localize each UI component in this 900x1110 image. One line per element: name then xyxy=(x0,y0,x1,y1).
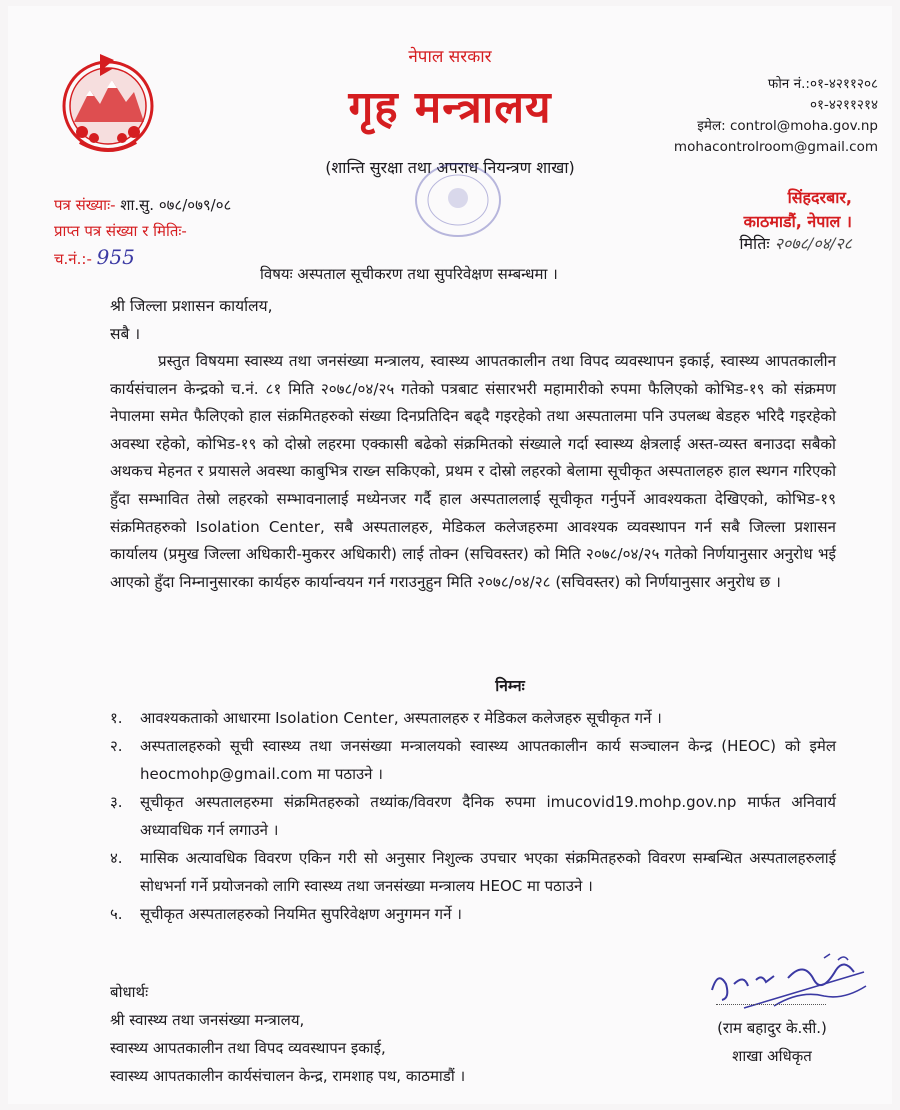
email-2: mohacontrolroom@gmail.com xyxy=(673,139,878,155)
cc-line-3: स्वास्थ्य आपतकालीन कार्यसंचालन केन्द्र, रामशाह पथ, काठमाडौं । xyxy=(110,1067,466,1085)
signature-line xyxy=(716,1004,826,1005)
addressee xyxy=(110,292,273,348)
contact-block xyxy=(674,74,878,158)
date-value: २०७८/०४/२८ xyxy=(774,234,852,253)
address-line-2: काठमाडौं, नेपाल । xyxy=(743,212,852,231)
phone-label: फोन नं.: xyxy=(767,76,810,92)
office-address xyxy=(744,186,852,234)
action-points-list xyxy=(110,704,836,928)
reference-block xyxy=(54,192,231,272)
letter-date xyxy=(739,232,852,254)
cc-line-1: श्री स्वास्थ्य तथा जनसंख्या मन्त्रालय, xyxy=(110,1011,305,1029)
ministry-title: गृह मन्त्रालय xyxy=(348,82,552,133)
signatory-title: शाखा अधिकृत xyxy=(732,1047,812,1065)
address-line-1: सिंहदरबार, xyxy=(787,188,852,207)
list-item xyxy=(110,844,836,900)
body-paragraph: प्रस्तुत विषयमा स्वास्थ्य तथा जनसंख्या मन्त्रालय, स्वास्थ्य आपतकालीन तथा विपद व्यवस्थापन इकाई, स्वास्थ्य आपतकालीन कार्यसंचालन केन्द्रको च.नं. ८१ मिति २०७८/०४/२५ गतेको पत्रबाट संसारभरी महामारीको रुपमा फैलिएको कोभिड-१९ को संक्रमण नेपालमा समेत फैलिएको हाल संक्रमितहरुको संख्या दिनप्रतिदिन बढ्दै गइरहेको तथा अस्पतालमा पनि उपलब्ध बेडहरु भरिदै गइरहेको अवस्था रहेको, कोभिड-१९ को दोस्रो लहरमा एक्कासी बढेको संक्रमितको संख्याले गर्दा स्वास्थ्य क्षेत्रलाई अस्त-व्यस्त बनाउदा सबैको अथकच मेहनत र प्रयासले अवस्था काबुभित्र राख्न सकिएको, प्रथम र दोस्रो लहरको बेलामा सूचीकृत अस्पतालहरु हाल स्थगन गरिएको हुँदा सम्भावित तेस्रो लहरको सम्भावनालाई मध्येनजर गर्दै हाल अस्पताललाई सूचीकृत गर्नुपर्ने आवश्यकता देखिएको, कोभिड-१९ संक्रमितहरुको Isolation Center, सबै अस्पतालहरु, मेडिकल कलेजहरुमा आवश्यक व्यवस्थापन गर्न सबै जिल्ला प्रशासन कार्यालय (प्रमुख जिल्ला अधिकारी-मुकरर अधिकारी) लाई तोक्न (सचिवस्तर) को मिति २०७८/०४/२५ गतेको निर्णयानुसार अनुरोध भई आएको हुँदा निम्नानुसारका कार्यहरु कार्यान्वयन गर्न गराउनुहुन मिति २०७८/०४/२८ (सचिवस्तर) को निर्णयानुसार अनुरोध छ । xyxy=(110,352,836,591)
email-label: इमेल: xyxy=(697,118,726,134)
list-item xyxy=(110,704,836,732)
cc-line-2: स्वास्थ्य आपतकालीन तथा विपद व्यवस्थापन इकाई, xyxy=(110,1039,386,1057)
signature-icon xyxy=(704,950,874,1020)
addressee-line-1: श्री जिल्ला प्रशासन कार्यालय, xyxy=(110,297,273,315)
email-1: control@moha.gov.np xyxy=(729,118,878,134)
signatory-name: (राम बहादुर के.सी.) xyxy=(717,1019,827,1037)
cc-heading: बोधार्थः xyxy=(110,983,149,1001)
list-item-number: ३. xyxy=(110,793,123,811)
letter-no-label: पत्र संख्याः- xyxy=(54,196,116,214)
list-heading: निम्नः xyxy=(495,677,525,695)
list-item-number: २. xyxy=(110,737,123,755)
dispatch-no-value: 955 xyxy=(96,245,135,269)
addressee-line-2: सबै । xyxy=(110,325,141,343)
list-item-text: अस्पतालहरुको सूची स्वास्थ्य तथा जनसंख्या मन्त्रालयको स्वास्थ्य आपतकालीन कार्य सञ्चालन केन्द्र (HEOC) को इमेल heocmohp@gmail.com मा पठाउने । xyxy=(140,737,836,783)
date-label: मितिः xyxy=(739,234,770,253)
list-item-number: ४. xyxy=(110,849,123,867)
list-item-text: मासिक अत्यावधिक विवरण एकिन गरी सो अनुसार निशुल्क उपचार भएका संक्रमितहरुको विवरण सम्बन्धित अस्पतालहरुलाई सोधभर्ना गर्ने प्रयोजनको लागि स्वास्थ्य तथा जनसंख्या मन्त्रालय HEOC मा पठाउने । xyxy=(140,849,836,895)
list-item xyxy=(110,788,836,844)
branch-name: (शान्ति सुरक्षा तथा अपराध नियन्त्रण शाखा) xyxy=(325,158,575,177)
list-item-text: सूचीकृत अस्पतालहरुको नियमित सुपरिवेक्षण अनुगमन गर्ने । xyxy=(140,905,462,923)
dispatch-no-label: च.नं.:- xyxy=(54,250,92,268)
list-item-number: ५. xyxy=(110,905,123,923)
list-item xyxy=(110,900,836,928)
list-item-text: सूचीकृत अस्पतालहरुमा संक्रमितहरुको तथ्यांक/विवरण दैनिक रुपमा imucovid19.mohp.gov.np मार्फत अनिवार्य अध्यावधिक गर्न लगाउने । xyxy=(140,793,836,839)
phone-number-1: ०१-४२११२०८ xyxy=(809,76,878,92)
government-name: नेपाल सरकार xyxy=(408,47,492,67)
list-item-text: आवश्यकताको आधारमा Isolation Center, अस्पतालहरु र मेडिकल कलेजहरु सूचीकृत गर्ने । xyxy=(140,709,662,727)
received-letter-label: प्राप्त पत्र संख्या र मितिः- xyxy=(54,222,187,240)
letter-no-value: शा.सु. ०७८/०७९/०८ xyxy=(120,196,232,214)
list-item xyxy=(110,732,836,788)
cc-block xyxy=(110,978,465,1090)
phone-number-2: ०१-४२११२१४ xyxy=(809,97,878,113)
subject-line: विषयः अस्पताल सूचीकरण तथा सुपरिवेक्षण सम्बन्धमा । xyxy=(260,265,558,283)
office-stamp-icon xyxy=(412,160,504,240)
signatory-block xyxy=(692,1014,852,1070)
list-item-number: १. xyxy=(110,709,123,727)
